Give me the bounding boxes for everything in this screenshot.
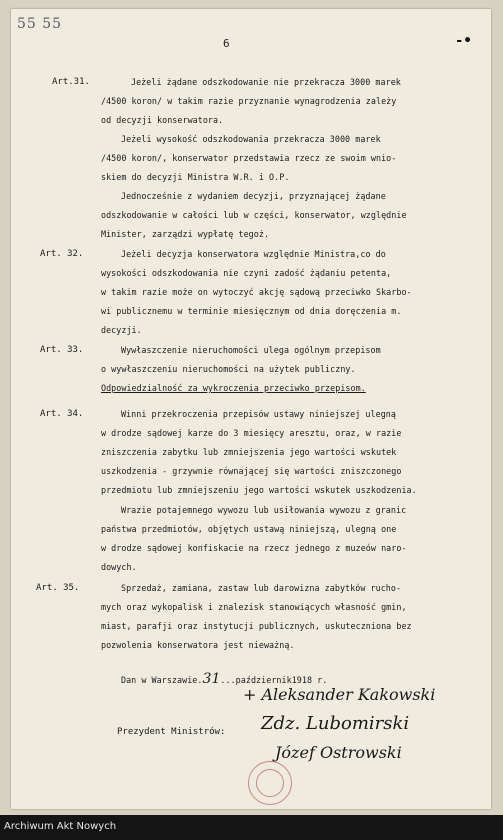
article-35-line: Sprzedaż, zamiana, zastaw lub darowizna zabytków rucho- (121, 583, 402, 593)
article-31-line: Jednocześnie z wydaniem decyzji, przyznającej żądane (121, 191, 386, 201)
article-label-34: Art. 34. (40, 409, 84, 419)
article-31-line: Minister, zarządzi wypłatę tegoż. (101, 229, 270, 239)
signature-3: Józef Ostrowski (275, 743, 402, 762)
article-35-line: pozwolenia konserwatora jest nieważną. (101, 640, 295, 650)
article-31-line: od decyzji konserwatora. (101, 115, 224, 125)
signature-2: Zdz. Lubomirski (261, 713, 410, 734)
article-31-line: Jeżeli żądane odszkodowanie nie przekracza 3000 marek (131, 77, 401, 87)
archive-stamp (248, 761, 292, 805)
article-31-line: /4500 koron/, konserwator przedstawia rzecz ze swoim wnio- (101, 153, 397, 163)
article-32-line: w takim razie może on wytoczyć akcję sądową przeciwko Skarbo- (101, 287, 412, 297)
article-35-line: miast, parafji oraz instytucji publicznych, uskuteczniona bez (101, 621, 412, 631)
article-31-line: odszkodowanie w całości lub w części, konserwator, względnie (101, 210, 407, 220)
signature-label: Prezydent Ministrów: (117, 727, 226, 737)
document-page (11, 9, 491, 809)
article-33-line: Wywłaszczenie nieruchomości ulega ogólnym przepisom (121, 345, 381, 355)
article-34-line: w drodze sądowej karze do 3 miesięcy aresztu, oraz, w razie (101, 428, 402, 438)
page-number: 6 (223, 37, 230, 50)
article-label-35: Art. 35. (36, 583, 80, 593)
section-heading: Odpowiedzialność za wykroczenia przeciwko przepisom. (101, 383, 366, 393)
article-33-line: o wywłaszczeniu nieruchomości na użytek publiczny. (101, 364, 356, 374)
article-32-line: wysokości odszkodowania nie czyni zadość żądaniu petenta, (101, 268, 392, 278)
footer-bar (0, 815, 503, 840)
article-34-line: zniszczenia zabytku lub zmniejszenia jego wartości wskutek (101, 447, 397, 457)
footer-archive-name: Archiwum Akt Nowych (4, 821, 117, 832)
article-32-line: Jeżeli decyzja konserwatora względnie Ministra,co do (121, 249, 386, 259)
article-label-33: Art. 33. (40, 345, 84, 355)
article-32-line: decyzji. (101, 325, 142, 335)
article-34-line: państwa przedmiotów, objętych ustawą niniejszą, ulegną one (101, 524, 397, 534)
date-day-handwritten: 31 (202, 671, 221, 687)
article-34-line: dowych. (101, 562, 137, 572)
signature-1: + Aleksander Kakowski (243, 685, 436, 704)
article-34-line: Winni przekroczenia przepisów ustawy niniejszej ulegną (121, 409, 396, 419)
archive-number: 55 55 (17, 16, 63, 32)
article-34-line: Wrazie potajemnego wywozu lub usiłowania wywozu z granic (121, 505, 407, 515)
corner-mark: -• (455, 33, 472, 49)
article-34-line: przedmiotu lub zmniejszeniu jego wartości wskutek uszkodzenia. (101, 485, 417, 495)
article-34-line: w drodze sądowej konfiskacie na rzecz jednego z muzeów naro- (101, 543, 407, 553)
date-suffix: ...październik1918 r. (220, 675, 328, 685)
article-31-line: Jeżeli wysokość odszkodowania przekracza 3000 marek (121, 134, 381, 144)
date-prefix: Dan w Warszawie. (121, 675, 203, 685)
article-31-line: /4500 koron/ w takim razie przyznanie wynagrodzenia zależy (101, 96, 397, 106)
article-label-32: Art. 32. (40, 249, 84, 259)
article-label-31: Art.31. (52, 77, 90, 87)
article-34-line: uszkodzenia - grzywnie równającej się wartości zniszczonego (101, 466, 402, 476)
article-35-line: mych oraz wykopalisk i znalezisk stanowiących własność gmin, (101, 602, 407, 612)
article-32-line: wi publicznemu w terminie miesięcznym od dnia doręczenia m. (101, 306, 402, 316)
article-31-line: skiem do decyzji Ministra W.R. i O.P. (101, 172, 290, 182)
